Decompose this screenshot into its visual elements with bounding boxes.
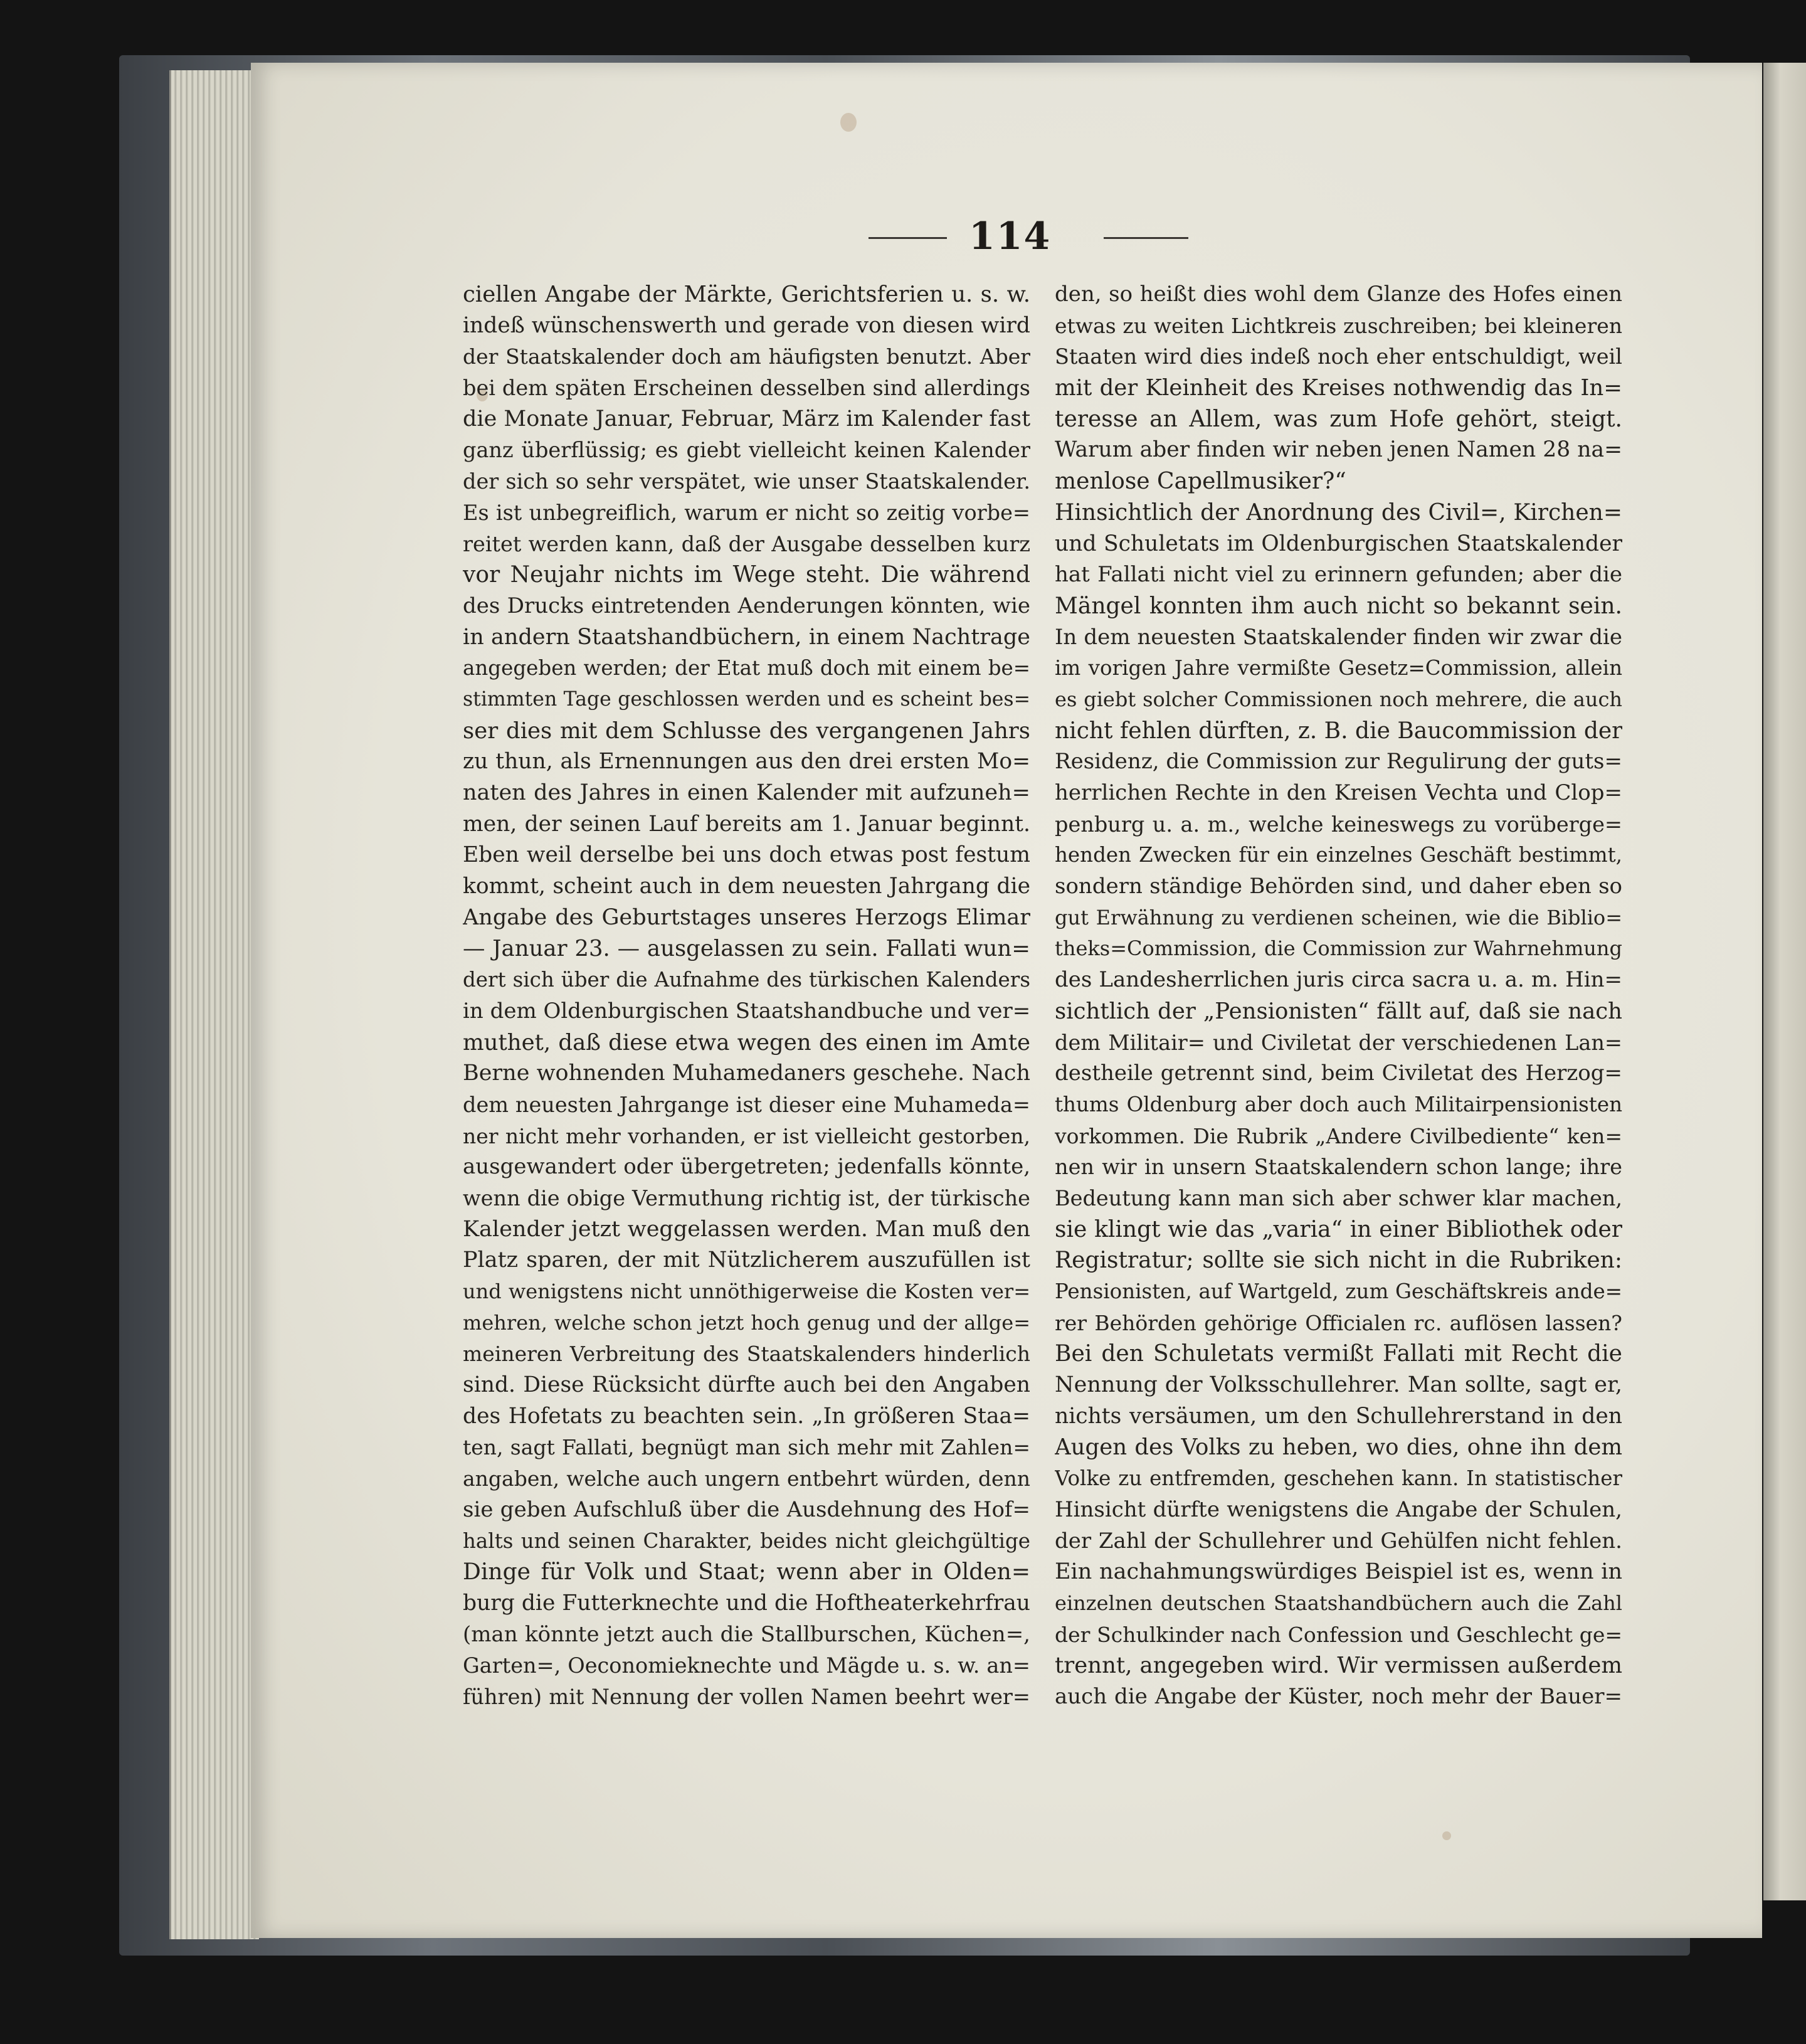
text-line: ner nicht mehr vorhanden, er ist vielleicht gestorben, [463, 1123, 1030, 1148]
text-line: der Staatskalender doch am häufigsten benutzt. Aber [463, 344, 1030, 369]
text-line: des Drucks eintretenden Aenderungen könnten, wie [463, 593, 1030, 618]
text-line: Warum aber finden wir neben jenen Namen 28 na= [1055, 437, 1622, 463]
text-line: stimmten Tage geschlossen werden und es scheint bes= [463, 687, 1030, 711]
text-line: im vorigen Jahre vermißte Gesetz=Commission, allein [1055, 656, 1622, 680]
text-line: dem neuesten Jahrgange ist dieser eine Muhameda= [463, 1092, 1030, 1117]
page-number: 114 [969, 214, 1052, 258]
left-text-column [463, 279, 1030, 1713]
text-line: henden Zwecken für ein einzelnes Geschäft bestimmt, [1055, 843, 1622, 867]
text-line: men, der seinen Lauf bereits am 1. Januar beginnt. [463, 811, 1030, 837]
text-line: nichts versäumen, um den Schullehrerstand in den [1055, 1403, 1622, 1429]
text-line: der Zahl der Schullehrer und Gehülfen nicht fehlen. [1055, 1528, 1622, 1554]
text-line: Ein nachahmungswürdiges Beispiel ist es, wenn in [1055, 1559, 1622, 1585]
text-line: nicht fehlen dürften, z. B. die Baucommission der [1055, 718, 1622, 744]
text-line: bei dem späten Erscheinen desselben sind allerdings [463, 376, 1030, 401]
text-line: einzelnen deutschen Staatshandbüchern auch die Zahl [1055, 1591, 1622, 1615]
text-line: mit der Kleinheit des Kreises nothwendig das In= [1055, 375, 1622, 401]
text-line: wenn die obige Vermuthung richtig ist, der türkische [463, 1185, 1030, 1210]
text-line: zu thun, als Ernennungen aus den drei ersten Mo= [463, 749, 1030, 775]
text-line: (man könnte jetzt auch die Stallburschen, Küchen=, [463, 1621, 1030, 1647]
text-line: in dem Oldenburgischen Staatshandbuche und ver= [463, 998, 1030, 1024]
text-line: sie klingt wie das „varia“ in einer Bibliothek oder [1055, 1216, 1622, 1242]
text-line: meineren Verbreitung des Staatskalenders hinderlich [463, 1342, 1030, 1367]
text-line: gut Erwähnung zu verdienen scheinen, wie die Biblio= [1055, 905, 1622, 929]
text-line: der sich so sehr verspätet, wie unser Staatskalender. [463, 469, 1030, 494]
right-text-column [1055, 279, 1622, 1713]
text-line: Hinsichtlich der Anordnung des Civil=, Kirchen= [1055, 499, 1622, 526]
page-edges [169, 70, 259, 1939]
text-line: ciellen Angabe der Märkte, Gerichtsferien u. s. w. [463, 282, 1030, 307]
facing-page-edge [1763, 63, 1806, 1900]
text-line: sie geben Aufschluß über die Ausdehnung des Hof= [463, 1496, 1030, 1522]
text-line: halts und seinen Charakter, beides nicht gleichgültige [463, 1528, 1030, 1553]
text-line: ganz überflüssig; es giebt vielleicht keinen Kalender [463, 438, 1030, 463]
text-line: des Landesherrlichen juris circa sacra u. a. m. Hin= [1055, 967, 1622, 993]
text-line: sondern ständige Behörden sind, und daher eben so [1055, 874, 1622, 899]
text-line: ausgewandert oder übergetreten; jedenfalls könnte, [463, 1154, 1030, 1180]
header-rule-left [869, 237, 947, 239]
text-line: angaben, welche auch ungern entbehrt würden, denn [463, 1466, 1030, 1491]
text-line: vor Neujahr nichts im Wege steht. Die während [463, 562, 1030, 588]
text-line: trennt, angegeben wird. Wir vermissen außerdem [1055, 1653, 1622, 1679]
text-line: und Schuletats im Oldenburgischen Staatskalender [1055, 531, 1622, 556]
text-line: Platz sparen, der mit Nützlicherem auszufüllen ist [463, 1247, 1030, 1273]
text-line: Registratur; sollte sie sich nicht in die Rubriken: [1055, 1247, 1622, 1274]
text-line: nen wir in unsern Staatskalendern schon lange; ihre [1055, 1155, 1622, 1180]
text-line: burg die Futterknechte und die Hoftheaterkehrfrau [463, 1590, 1030, 1616]
text-line: angegeben werden; der Etat muß doch mit einem be= [463, 656, 1030, 680]
text-line: dem Militair= und Civiletat der verschiedenen Lan= [1055, 1030, 1622, 1055]
text-line: ten, sagt Fallati, begnügt man sich mehr mit Zahlen= [463, 1435, 1030, 1460]
paper-stain [1442, 1831, 1451, 1840]
text-line: Berne wohnenden Muhamedaners geschehe. Nach [463, 1061, 1030, 1086]
text-line: menlose Capellmusiker?“ [1055, 469, 1346, 495]
text-line: sind. Diese Rücksicht dürfte auch bei den Angaben [463, 1372, 1030, 1398]
text-line: es giebt solcher Commissionen noch mehrere, die auch [1055, 687, 1622, 711]
header-rule-right [1104, 237, 1188, 239]
text-line: Dinge für Volk und Staat; wenn aber in Olden= [463, 1559, 1030, 1586]
text-line: der Schulkinder nach Confession und Geschlecht ge= [1055, 1622, 1622, 1647]
text-line: sichtlich der „Pensionisten“ fällt auf, daß sie nach [1055, 998, 1622, 1024]
text-line: Garten=, Oeconomieknechte und Mägde u. s. w. an= [463, 1653, 1030, 1678]
text-line: thums Oldenburg aber doch auch Militairpensionisten [1055, 1092, 1622, 1116]
text-line: theks=Commission, die Commission zur Wahrnehmung [1055, 936, 1622, 961]
text-line: die Monate Januar, Februar, März im Kalender fast [463, 406, 1030, 432]
text-line: — Januar 23. — ausgelassen zu sein. Fallati wun= [463, 936, 1030, 962]
text-line: in andern Staatshandbüchern, in einem Nachtrage [463, 624, 1030, 650]
text-line: Residenz, die Commission zur Regulirung der guts= [1055, 749, 1622, 775]
text-line: Volke zu entfremden, geschehen kann. In statistischer [1055, 1466, 1622, 1491]
text-line: Augen des Volks zu heben, wo dies, ohne ihn dem [1055, 1434, 1622, 1461]
text-line: indeß wünschenswerth und gerade von diesen wird [463, 312, 1030, 338]
text-line: vorkommen. Die Rubrik „Andere Civilbediente“ ken= [1055, 1123, 1622, 1148]
text-line: und wenigstens nicht unnöthigerweise die Kosten ver= [463, 1279, 1030, 1303]
text-line: Mängel konnten ihm auch nicht so bekannt sein. [1055, 593, 1622, 619]
text-line: destheile getrennt sind, beim Civiletat des Herzog= [1055, 1061, 1622, 1086]
text-line: kommt, scheint auch in dem neuesten Jahrgang die [463, 874, 1030, 899]
text-line: Bei den Schuletats vermißt Fallati mit Recht die [1055, 1341, 1622, 1367]
text-line: den, so heißt dies wohl dem Glanze des Hofes einen [1055, 282, 1622, 307]
text-line: teresse an Allem, was zum Hofe gehört, steigt. [1055, 406, 1622, 432]
text-line: penburg u. a. m., welche keineswegs zu vorüberge= [1055, 812, 1622, 837]
text-line: Bedeutung kann man sich aber schwer klar machen, [1055, 1185, 1622, 1210]
text-line: des Hofetats zu beachten sein. „In größeren Staa= [463, 1403, 1030, 1429]
text-line: Staaten wird dies indeß noch eher entschuldigt, weil [1055, 344, 1622, 369]
text-line: auch die Angabe der Küster, noch mehr der Bauer= [1055, 1683, 1622, 1709]
text-line: etwas zu weiten Lichtkreis zuschreiben; bei kleineren [1055, 313, 1622, 338]
text-line: rer Behörden gehörige Officialen rc. auflösen lassen? [1055, 1310, 1622, 1335]
text-line: dert sich über die Aufnahme des türkischen Kalenders [463, 968, 1030, 992]
text-line: Eben weil derselbe bei uns doch etwas post festum [463, 842, 1030, 868]
text-line: naten des Jahres in einen Kalender mit aufzuneh= [463, 780, 1030, 805]
text-line: Nennung der Volksschullehrer. Man sollte, sagt er, [1055, 1372, 1622, 1398]
text-line: Es ist unbegreiflich, warum er nicht so zeitig vorbe= [463, 500, 1030, 525]
text-line: mehren, welche schon jetzt hoch genug und der allge= [463, 1310, 1030, 1335]
text-line: Hinsicht dürfte wenigstens die Angabe der Schulen, [1055, 1496, 1622, 1522]
text-line: muthet, daß diese etwa wegen des einen im Amte [463, 1029, 1030, 1056]
text-line: hat Fallati nicht viel zu erinnern gefunden; aber die [1055, 562, 1622, 588]
text-line: ser dies mit dem Schlusse des vergangenen Jahrs [463, 718, 1030, 744]
text-line: Angabe des Geburtstages unseres Herzogs Elimar [463, 904, 1030, 930]
text-line: führen) mit Nennung der vollen Namen beehrt wer= [463, 1684, 1030, 1709]
text-line: In dem neuesten Staatskalender finden wir zwar die [1055, 624, 1622, 650]
text-line: reitet werden kann, daß der Ausgabe desselben kurz [463, 531, 1030, 556]
paper-stain [840, 113, 857, 132]
text-line: Pensionisten, auf Wartgeld, zum Geschäftskreis ande= [1055, 1279, 1622, 1303]
page-header [0, 214, 1806, 258]
text-line: herrlichen Rechte in den Kreisen Vechta und Clop= [1055, 780, 1622, 805]
text-line: Kalender jetzt weggelassen werden. Man muß den [463, 1216, 1030, 1242]
